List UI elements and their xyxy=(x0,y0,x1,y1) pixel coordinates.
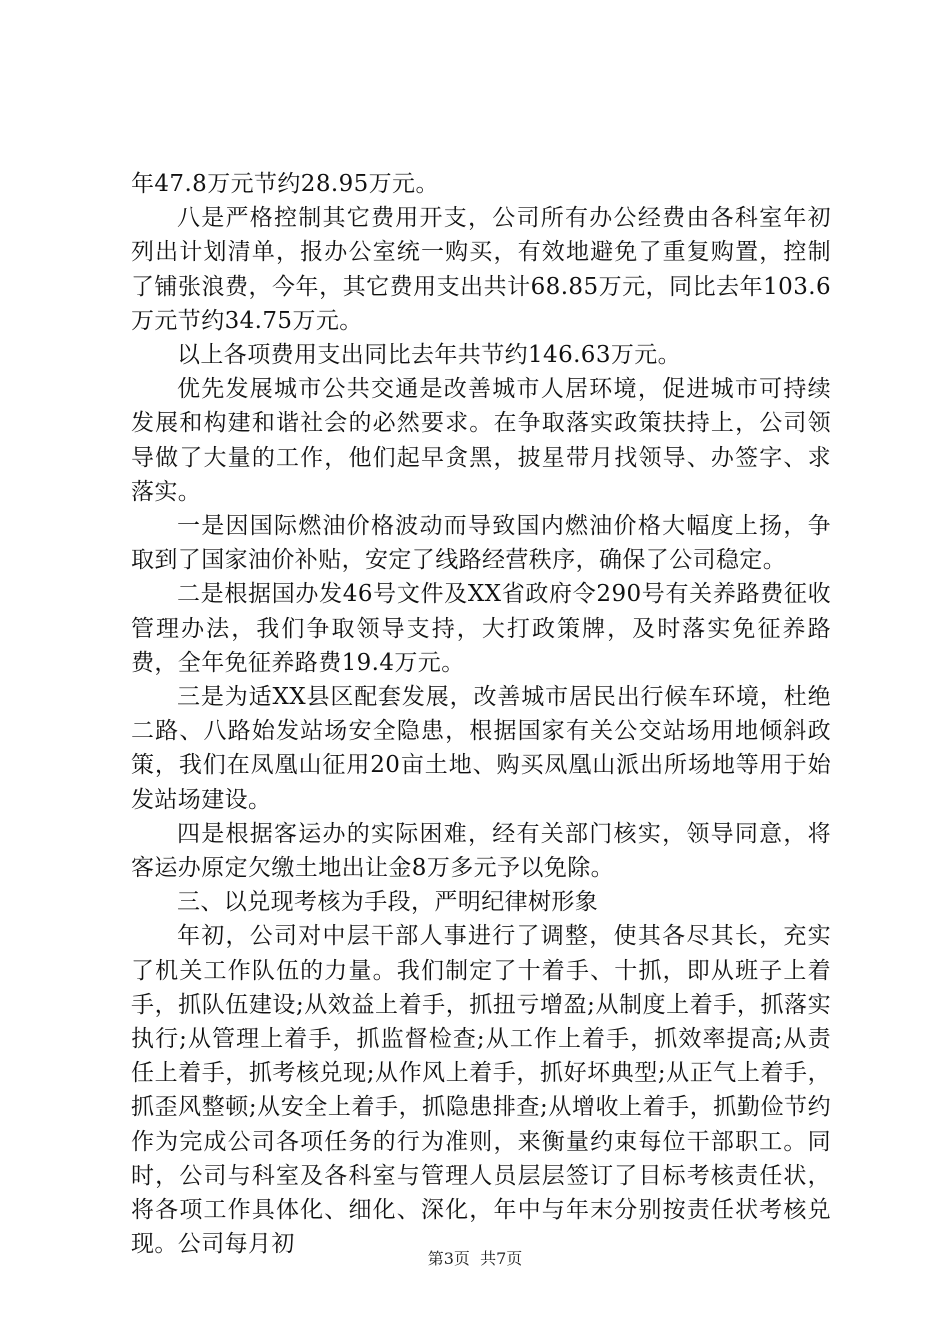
paragraph-item-eight: 八是严格控制其它费用开支，公司所有办公经费由各科室年初列出计划清单，报办公室统一购买，有效地避免了重复购置，控制了铺张浪费，今年，其它费用支出共计68.85万元，同比去年103.6万元节约34.75万元。 xyxy=(131,205,831,334)
section-heading: 三、以兑现考核为手段，严明纪律树形象 xyxy=(177,889,599,916)
paragraph-savings-total: 以上各项费用支出同比去年共节约146.63万元。 xyxy=(177,342,682,369)
paragraph-continuation: 年47.8万元节约28.95万元。 xyxy=(131,171,439,197)
paragraph-public-transport: 优先发展城市公共交通是改善城市人居环境，促进城市可持续发展和构建和谐社会的必然要求。在争取落实政策扶持上，公司领导做了大量的工作，他们起早贪黑，披星带月找领导、办签字、求落实。 xyxy=(131,376,831,505)
document-body xyxy=(131,167,831,1262)
page-number-footer: 第3页 共7页 xyxy=(427,1249,523,1268)
paragraph-item-three: 三是为适XX县区配套发展，改善城市居民出行候车环境，杜绝二路、八路始发站场安全隐患，根据国家有关公交站场用地倾斜政策，我们在凤凰山征用20亩土地、购买凤凰山派出所场地等用于始发站场建设。 xyxy=(131,684,831,813)
paragraph-assessment: 年初，公司对中层干部人事进行了调整，使其各尽其长，充实了机关工作队伍的力量。我们制定了十着手、十抓，即从班子上着手，抓队伍建设;从效益上着手，抓扭亏增盈;从制度上着手，抓落实执行;从管理上着手，抓监督检查;从工作上着手，抓效率提高;从责任上着手，抓考核兑现;从作风上着手，抓好坏典型;从正气上着手，抓歪风整顿;从安全上着手，抓隐患排查;从增收上着手，抓勤俭节约作为完成公司各项任务的行为准则，来衡量约束每位干部职工。同时，公司与科室及各科室与管理人员层层签订了目标考核责任状，将各项工作具体化、细化、深化，年中与年末分别按责任状考核兑现。公司每月初 xyxy=(131,923,831,1258)
paragraph-item-four: 四是根据客运办的实际困难，经有关部门核实，领导同意，将客运办原定欠缴土地出让金8万多元予以免除。 xyxy=(131,820,831,882)
paragraph-item-one: 一是因国际燃油价格波动而导致国内燃油价格大幅度上扬，争取到了国家油价补贴，安定了线路经营秩序，确保了公司稳定。 xyxy=(131,513,831,574)
paragraph-item-two: 二是根据国办发46号文件及XX省政府令290号有关养路费征收管理办法，我们争取领导支持，大打政策牌，及时落实免征养路费，全年免征养路费19.4万元。 xyxy=(131,581,831,676)
